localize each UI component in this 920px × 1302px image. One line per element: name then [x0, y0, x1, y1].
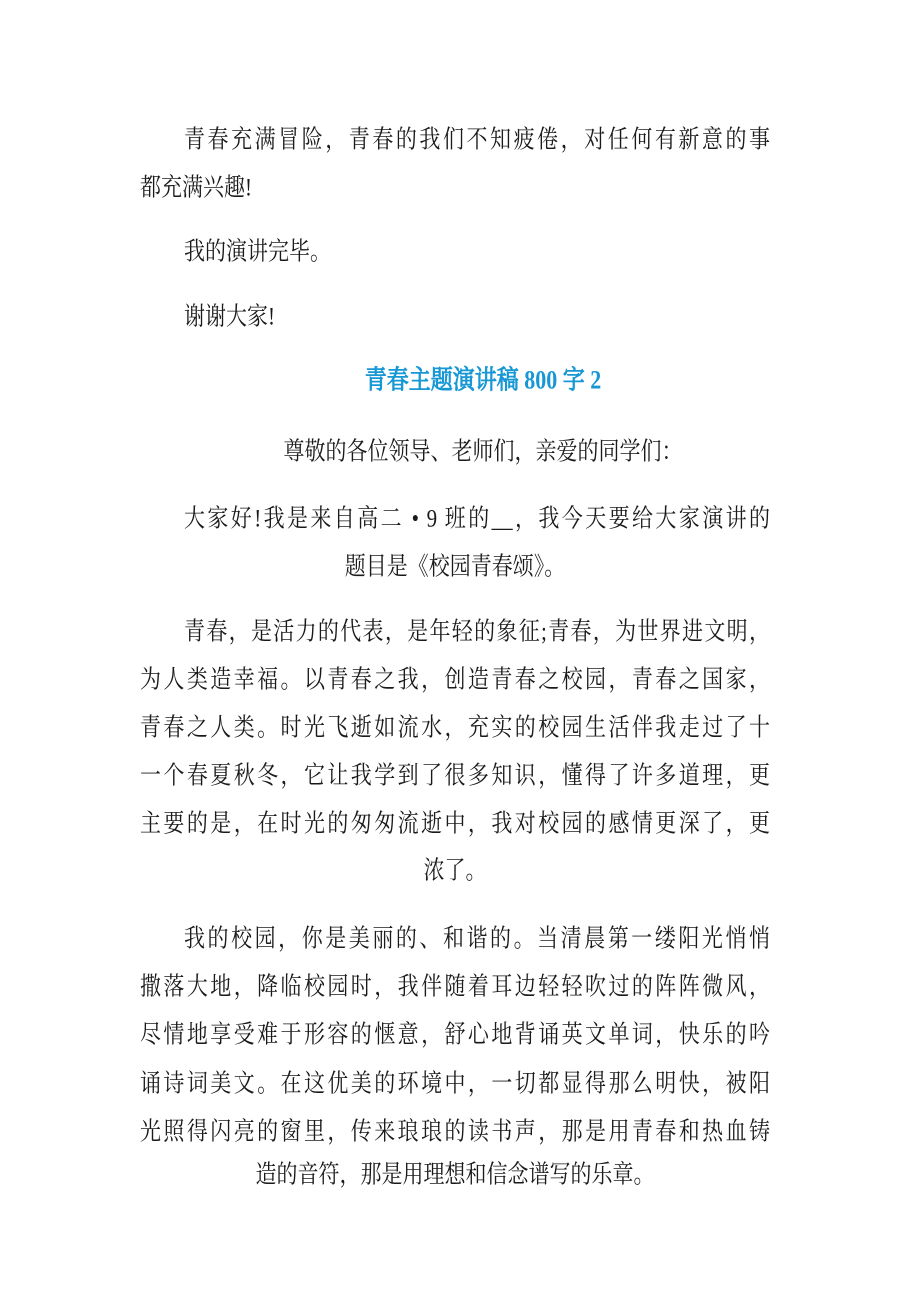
paragraph-line: 我的演讲完毕。 [184, 236, 331, 266]
paragraph-line: 青春充满冒险，青春的我们不知疲倦，对任何有新意的事 [184, 124, 770, 154]
paragraph-line: 一个春夏秋冬，它让我学到了很多知识，懂得了许多道理，更 [140, 760, 770, 790]
paragraph-line: 青春之人类。时光飞逝如流水，充实的校园生活伴我走过了十 [140, 712, 770, 742]
section-heading: 青春主题演讲稿 800 字 2 [364, 364, 602, 395]
paragraph-line: 主要的是，在时光的匆匆流逝中，我对校园的感情更深了，更 [140, 808, 770, 838]
paragraph-line: 题目是《校园青春颂》。 [344, 551, 566, 581]
paragraph-line: 浓了。 [423, 855, 487, 885]
paragraph-line: 谢谢大家! [184, 301, 275, 331]
paragraph-line: 都充满兴趣! [140, 172, 252, 202]
paragraph-line: 大家好!我是来自高二 • 9 班的__，我今天要给大家演讲的 [184, 503, 770, 533]
paragraph-line: 诵诗词美文。在这优美的环境中，一切都显得那么明快，被阳 [140, 1068, 770, 1098]
paragraph-line: 为人类造幸福。以青春之我，创造青春之校园，青春之国家， [140, 664, 770, 694]
paragraph-line: 青春，是活力的代表，是年轻的象征;青春，为世界进文明， [184, 616, 770, 646]
salutation-line: 尊敬的各位领导、老师们，亲爱的同学们： [283, 436, 683, 466]
paragraph-line: 我的校园，你是美丽的、和谐的。当清晨第一缕阳光悄悄 [184, 923, 770, 953]
paragraph-line: 撒落大地，降临校园时，我伴随着耳边轻轻吹过的阵阵微风， [140, 971, 770, 1001]
paragraph-line: 尽情地享受难于形容的惬意，舒心地背诵英文单词，快乐的吟 [140, 1019, 770, 1049]
paragraph-line: 光照得闪亮的窗里，传来琅琅的读书声，那是用青春和热血铸 [140, 1116, 770, 1146]
paragraph-line: 造的音符，那是用理想和信念谱写的乐章。 [255, 1159, 655, 1189]
